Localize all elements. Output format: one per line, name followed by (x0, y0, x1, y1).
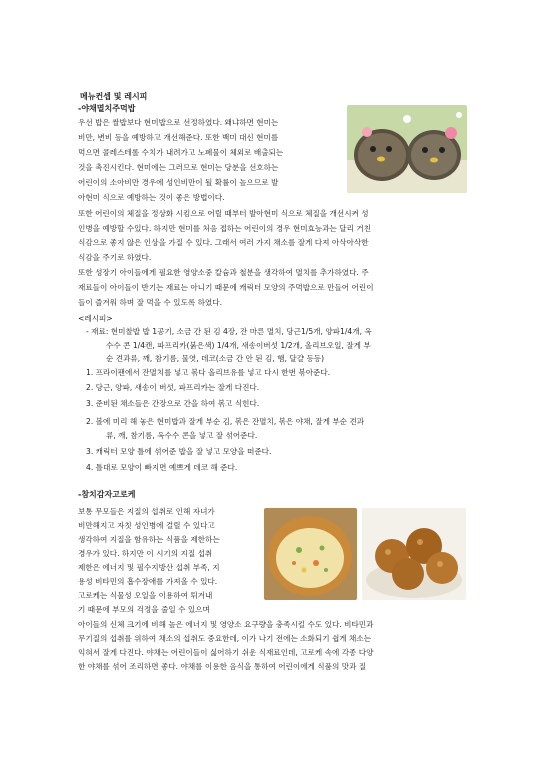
body-text-line: 비만해지고 자칫 성인병에 걸릴 수 있다고 (78, 521, 215, 530)
body-text-line: 제한은 에너지 및 필수지방산 섭취 부족, 지 (78, 563, 220, 572)
croquette-bowl-photo (362, 508, 466, 600)
recipe-step: 류, 깨, 참기름, 옥수수 콘을 넣고 잘 섞어준다. (106, 431, 258, 440)
ingredient-line: - 재료: 현미찰밥 밥 1공기, 소금 간 된 김 4장, 잔 마른 멸치, 당근1/5개, 양파1/4개, 옥 (86, 327, 372, 336)
recipe-step: 2. 볼에 미리 해 놓은 현미밥과 잘게 부순 김, 볶은 잔멸치, 볶은 야채, 잘게 부순 견과 (86, 417, 365, 426)
body-text-line: 익혀서 잘게 다진다. 야채는 어린이들이 싫어하기 쉬운 식재료인데, 고로케 속에 각종 다양 (78, 648, 374, 657)
recipe-step: 3. 준비된 채소들은 간장으로 간을 하여 볶고 식힌다. (86, 399, 260, 408)
ingredient-line: 순 견과류, 깨, 참기름, 물엿, 데코(소금 간 안 된 김, 햄, 달걀 등등) (106, 354, 325, 363)
page-title: 메뉴컨셉 및 레시피 (80, 92, 148, 101)
body-text-line: 어린이의 소아비만 경우에 성인비만이 될 확률이 높으므로 발 (78, 178, 279, 187)
ingredient-line: 수수 콘 1/4캔, 파프리카(붉은색) 1/4개, 새송이버섯 1/2개, 올리브오일, 잘게 부 (106, 341, 371, 350)
recipe-label: <레시피> (78, 314, 113, 323)
body-text-line: 아이들의 신체 크기에 비해 높은 에너지 및 영양소 요구량을 충족시킬 수도 있다. 비타민과 (78, 620, 374, 629)
recipe-step: 3. 캐릭터 모양 틀에 섞어준 밥을 잘 넣고 모양을 떠준다. (86, 447, 272, 456)
body-text-line: 것을 촉진시킨다. 현미에는 그러므로 현미는 당분을 선호하는 (78, 163, 279, 172)
body-text-line: 식감을 주기로 하였다. (78, 253, 152, 262)
body-text-line: 보통 무모들은 지질의 섭취로 인해 자녀가 (78, 507, 215, 516)
body-text-line: 생각하여 지질을 함유하는 식품을 제한하는 (78, 535, 220, 544)
body-text-line: 아현미 식으로 예방하는 것이 좋은 방법이다. (78, 193, 225, 202)
body-text-line: 경우가 있다. 하지만 이 시기의 지질 섭취 (78, 549, 213, 558)
section1-heading: -야채멸치주먹밥 (78, 104, 136, 113)
body-text-line: 고로케는 식물성 오일을 이용하여 튀겨내 (78, 591, 213, 600)
body-text-line: 무기질의 섭취를 위하여 채소의 섭취도 중요한데, 이가 나기 전에는 소화되기 쉽게 채소는 (78, 634, 372, 643)
body-text-line: 재료들이 아이들이 반기는 재료는 아니기 때문에 캐릭터 모양의 주먹밥으로 만들어 어린이 (78, 283, 374, 292)
body-text-line: 용성 비타민의 흡수장애를 가져올 수 있다. (78, 577, 218, 586)
body-text-line: 또한 성장기 아이들에게 필요한 영양소중 칼슘과 철분을 생각하여 멸치를 추가하였다. 주 (78, 268, 369, 277)
body-text-line: 인병을 예방할 수있다. 하지만 현미를 처음 접하는 어린이의 경우 현미효능과는 달리 거친 (78, 224, 372, 233)
body-text-line: 비만, 변비 등을 예방하고 개선해준다. 또한 백미 대신 현미를 (78, 133, 279, 142)
recipe-step: 4. 틀대로 모양이 빠지면 예쁘게 데코 해 준다. (86, 463, 238, 472)
croquette-cut-photo (264, 508, 357, 600)
recipe-step: 1. 프라이팬에서 잔멸치를 넣고 볶다 올리브유를 넣고 다시 한번 볶아준다. (86, 368, 331, 377)
body-text-line: 한 야채를 섞어 조리하면 좋다. 야채를 이용한 음식을 통하여 어린이에게 식품의 맛과 질 (78, 662, 367, 671)
body-text-line: 기 때문에 부모의 걱정을 줄일 수 있으며 (78, 605, 210, 614)
body-text-line: 들이 즐겨워 하며 잘 먹을 수 있도록 하였다. (78, 298, 223, 307)
body-text-line: 식감으로 좋지 않은 인상을 가질 수 있다. 그래서 여러 가지 채소를 잘게 다져 아삭아삭한 (78, 238, 369, 247)
recipe-step: 2. 당근, 양파, 새송이 버섯, 파프리카는 잘게 다진다. (86, 383, 260, 392)
body-text-line: 또한 어린이의 체질을 정상화 시킴으로 어릴 때부터 발아현미 식으로 체질을 개선시켜 성 (78, 209, 369, 218)
section2-heading: -참치감자고로케 (78, 490, 136, 499)
body-text-line: 먹으면 콜레스테롤 수치가 내려가고 노폐물이 체외로 배출되는 (78, 148, 284, 157)
body-text-line: 우선 밥은 쌀밥보다 현미밥으로 선정하였다. 왜냐하면 현미는 (78, 118, 279, 127)
rice-ball-photo (347, 105, 467, 193)
